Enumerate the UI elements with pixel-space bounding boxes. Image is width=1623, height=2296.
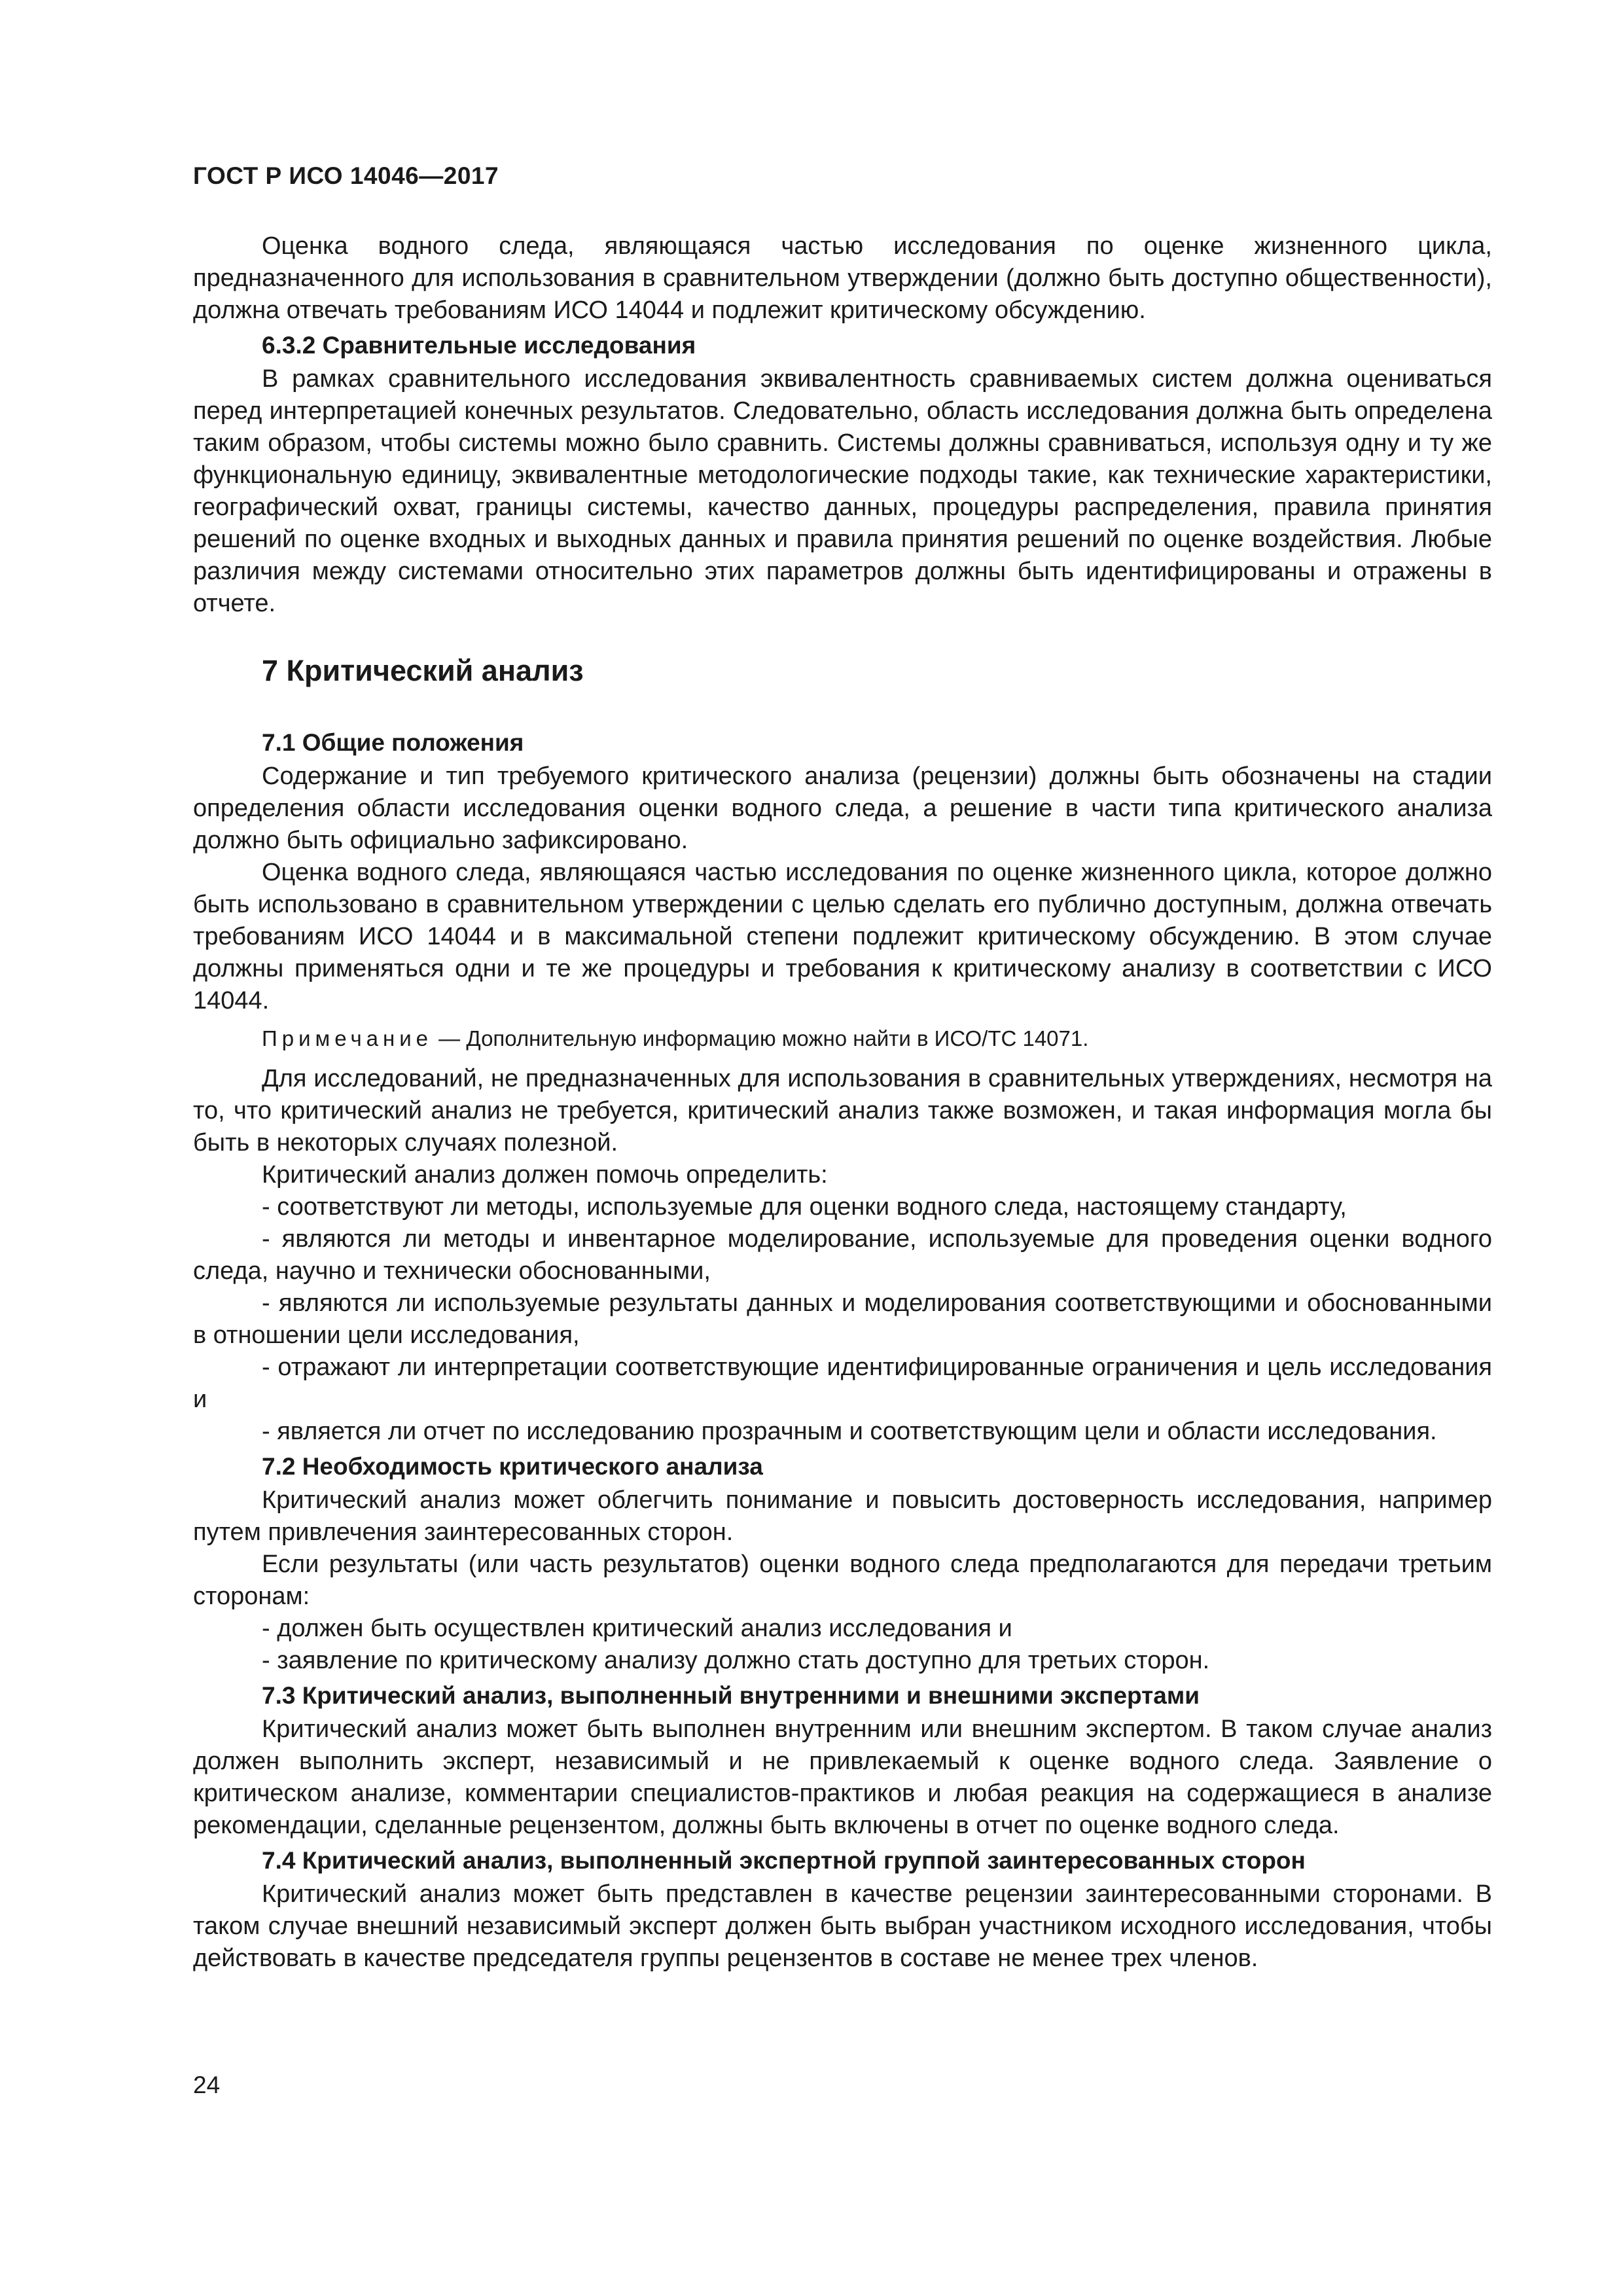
- heading-7-1: 7.1 Общие положения: [262, 729, 524, 756]
- heading-chapter-7: 7 Критический анализ: [262, 654, 584, 687]
- heading-7-2: 7.2 Необходимость критического анализа: [262, 1453, 763, 1480]
- paragraph-7-1-c: Для исследований, не предназначенных для использования в сравнительных утверждениях, несмотря на то, что критический анализ не требуется, критический анализ также возможен, и такая информация могла бы быть в некоторых случаях полезной.: [193, 1065, 1492, 1157]
- heading-7-4: 7.4 Критический анализ, выполненный экспертной группой заинтересованных сторон: [262, 1847, 1306, 1874]
- list-item: - заявление по критическому анализу должно стать доступно для третьих сторон.: [262, 1647, 1210, 1674]
- note-label: Примечание: [262, 1026, 433, 1050]
- list-item: - соответствуют ли методы, используемые для оценки водного следа, настоящему стандарту,: [262, 1193, 1347, 1221]
- paragraph-7-3: Критический анализ может быть выполнен внутренним или внешним экспертом. В таком случае анализ должен выполнить эксперт, независимый и не привлекаемый к оценке водного следа. Заявление о критическом анализе, комментарии специалистов-практиков и любая реакция на содержащиеся в анализе рекомендации, сделанные рецензентом, должны быть включены в отчет по оценке водного следа.: [193, 1715, 1492, 1839]
- note-text: — Дополнительную информацию можно найти в ИСО/ТС 14071.: [433, 1026, 1089, 1050]
- paragraph-7-4: Критический анализ может быть представлен в качестве рецензии заинтересованными сторонами. В таком случае внешний независимый эксперт должен быть выбран участником исходного исследования, чтобы действовать в качестве председателя группы рецензентов в составе не менее трех членов.: [193, 1880, 1492, 1972]
- note: [193, 1024, 1492, 1054]
- paragraph-7-2-b: Если результаты (или часть результатов) оценки водного следа предполагаются для передачи третьим сторонам:: [193, 1551, 1492, 1610]
- list-item: - являются ли методы и инвентарное моделирование, используемые для проведения оценки водного следа, научно и технически обоснованными,: [193, 1225, 1492, 1285]
- list-item: - должен быть осуществлен критический анализ исследования и: [262, 1615, 1012, 1642]
- list-item: - является ли отчет по исследованию прозрачным и соответствующим цели и области исследования.: [262, 1418, 1437, 1445]
- page-number: 24: [193, 2072, 221, 2098]
- heading-7-3: 7.3 Критический анализ, выполненный внутренними и внешними экспертами: [262, 1682, 1200, 1709]
- paragraph-intro: Оценка водного следа, являющаяся частью исследования по оценке жизненного цикла, предназначенного для использования в сравнительном утверждении (должно быть доступно общественности), должна отвечать требованиям ИСО 14044 и подлежит критическому обсуждению.: [193, 232, 1492, 324]
- paragraph-7-2-a: Критический анализ может облегчить понимание и повысить достоверность исследования, например путем привлечения заинтересованных сторон.: [193, 1486, 1492, 1546]
- page-content: [193, 230, 1492, 1975]
- list-item: - являются ли используемые результаты данных и моделирования соответствующими и обоснованными в отношении цели исследования,: [193, 1289, 1492, 1349]
- paragraph-6-3-2: В рамках сравнительного исследования эквивалентность сравниваемых систем должна оцениваться перед интерпретацией конечных результатов. Следовательно, область исследования должна быть определена таким образом, чтобы системы можно было сравнить. Системы должны сравниваться, используя одну и ту же функциональную единицу, эквивалентные методологические подходы такие, как технические характеристики, географический охват, границы системы, качество данных, процедуры распределения, правила принятия решений по оценке входных и выходных данных и правила принятия решений по оценке воздействия. Любые различия между системами относительно этих параметров должны быть идентифицированы и отражены в отчете.: [193, 365, 1492, 617]
- heading-6-3-2: 6.3.2 Сравнительные исследования: [262, 332, 696, 359]
- paragraph-7-1-b: Оценка водного следа, являющаяся частью исследования по оценке жизненного цикла, которое должно быть использовано в сравнительном утверждении с целью сделать его публично доступным, должна отвечать требованиям ИСО 14044 и в максимальной степени подлежит критическому обсуждению. В этом случае должны применяться одни и те же процедуры и требования к критическому анализу в соответствии с ИСО 14044.: [193, 859, 1492, 1014]
- list-item: - отражают ли интерпретации соответствующие идентифицированные ограничения и цель исследования и: [193, 1354, 1492, 1413]
- document-id-header: ГОСТ Р ИСО 14046—2017: [193, 162, 499, 189]
- paragraph-7-1-d: Критический анализ должен помочь определить:: [262, 1161, 828, 1189]
- paragraph-7-1-a: Содержание и тип требуемого критического анализа (рецензии) должны быть обозначены на стадии определения области исследования оценки водного следа, а решение в части типа критического анализа должно быть официально зафиксировано.: [193, 762, 1492, 854]
